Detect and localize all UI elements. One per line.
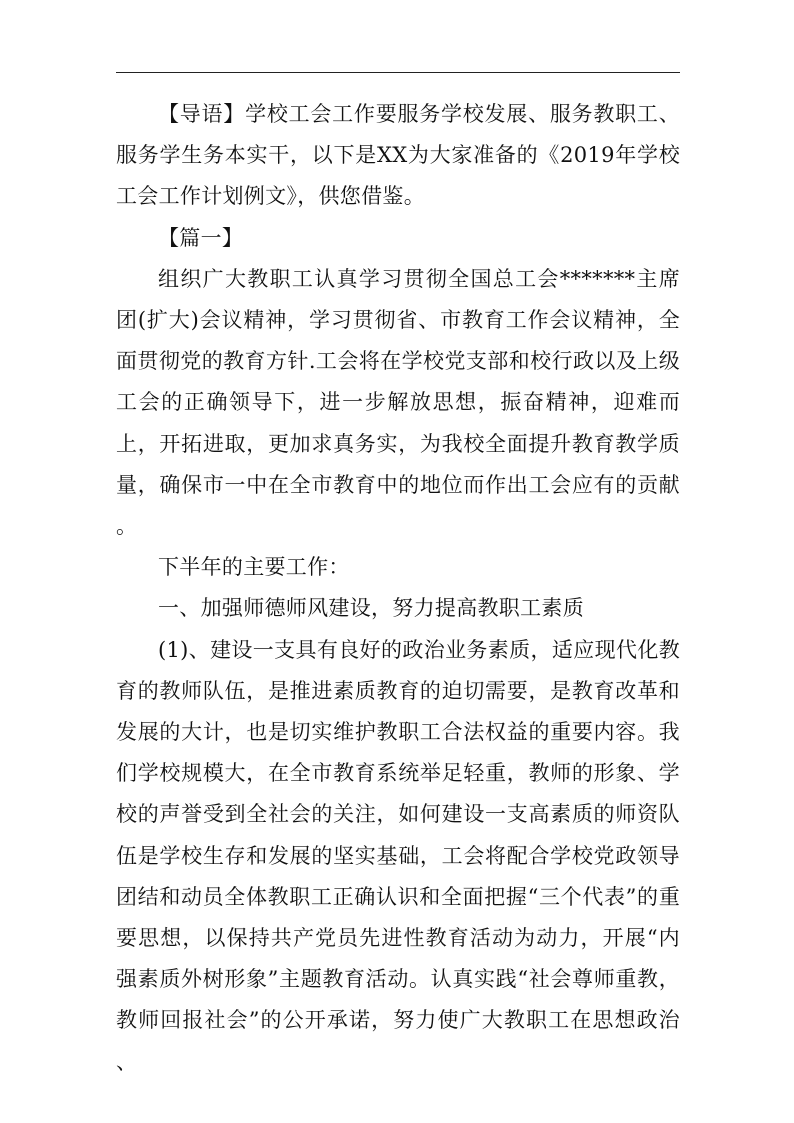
section-title: 一、加强师德师风建设，努力提高教职工素质 [158, 596, 584, 621]
document-body [116, 94, 680, 1083]
section-heading: 【篇一】 [158, 225, 244, 250]
body-paragraph: 组织广大教职工认真学习贯彻全国总工会*******主席团(扩大)会议精神，学习贯彻省、市教育工作会议精神，全面贯彻党的教育方针.工会将在学校党支部和校行政以及上级工会的正确领导下，进一步解放思想，振奋精神，迎难而上，开拓进取，更加求真务实，为我校全面提升教育教学质量，确保市一中在全市教育中的地位而作出工会应有的贡献 。 [116, 266, 680, 539]
intro-paragraph: 【导语】学校工会工作要服务学校发展、服务教职工、服务学生务本实干，以下是XX为大家准备的《2019年学校工会工作计划例文》，供您借鉴。 [116, 102, 680, 209]
subheading: 下半年的主要工作： [158, 555, 350, 580]
header-rule [116, 72, 680, 73]
body-paragraph: (1)、建设一支具有良好的政治业务素质，适应现代化教育的教师队伍，是推进素质教育的迫切需要，是教育改革和发展的大计，也是切实维护教职工合法权益的重要内容。我们学校规模大，在全市教育系统举足轻重，教师的形象、学校的声誉受到全社会的关注，如何建设一支高素质的师资队伍是学校生存和发展的坚实基础，工会将配合学校党政领导团结和动员全体教职工正确认识和全面把握“三个代表”的重要思想，以保持共产党员先进性教育活动为动力，开展“内强素质外树形象”主题教育活动。认真实践“社会尊师重教，教师回报社会”的公开承诺，努力使广大教职工在思想政治 、 [116, 637, 680, 1074]
